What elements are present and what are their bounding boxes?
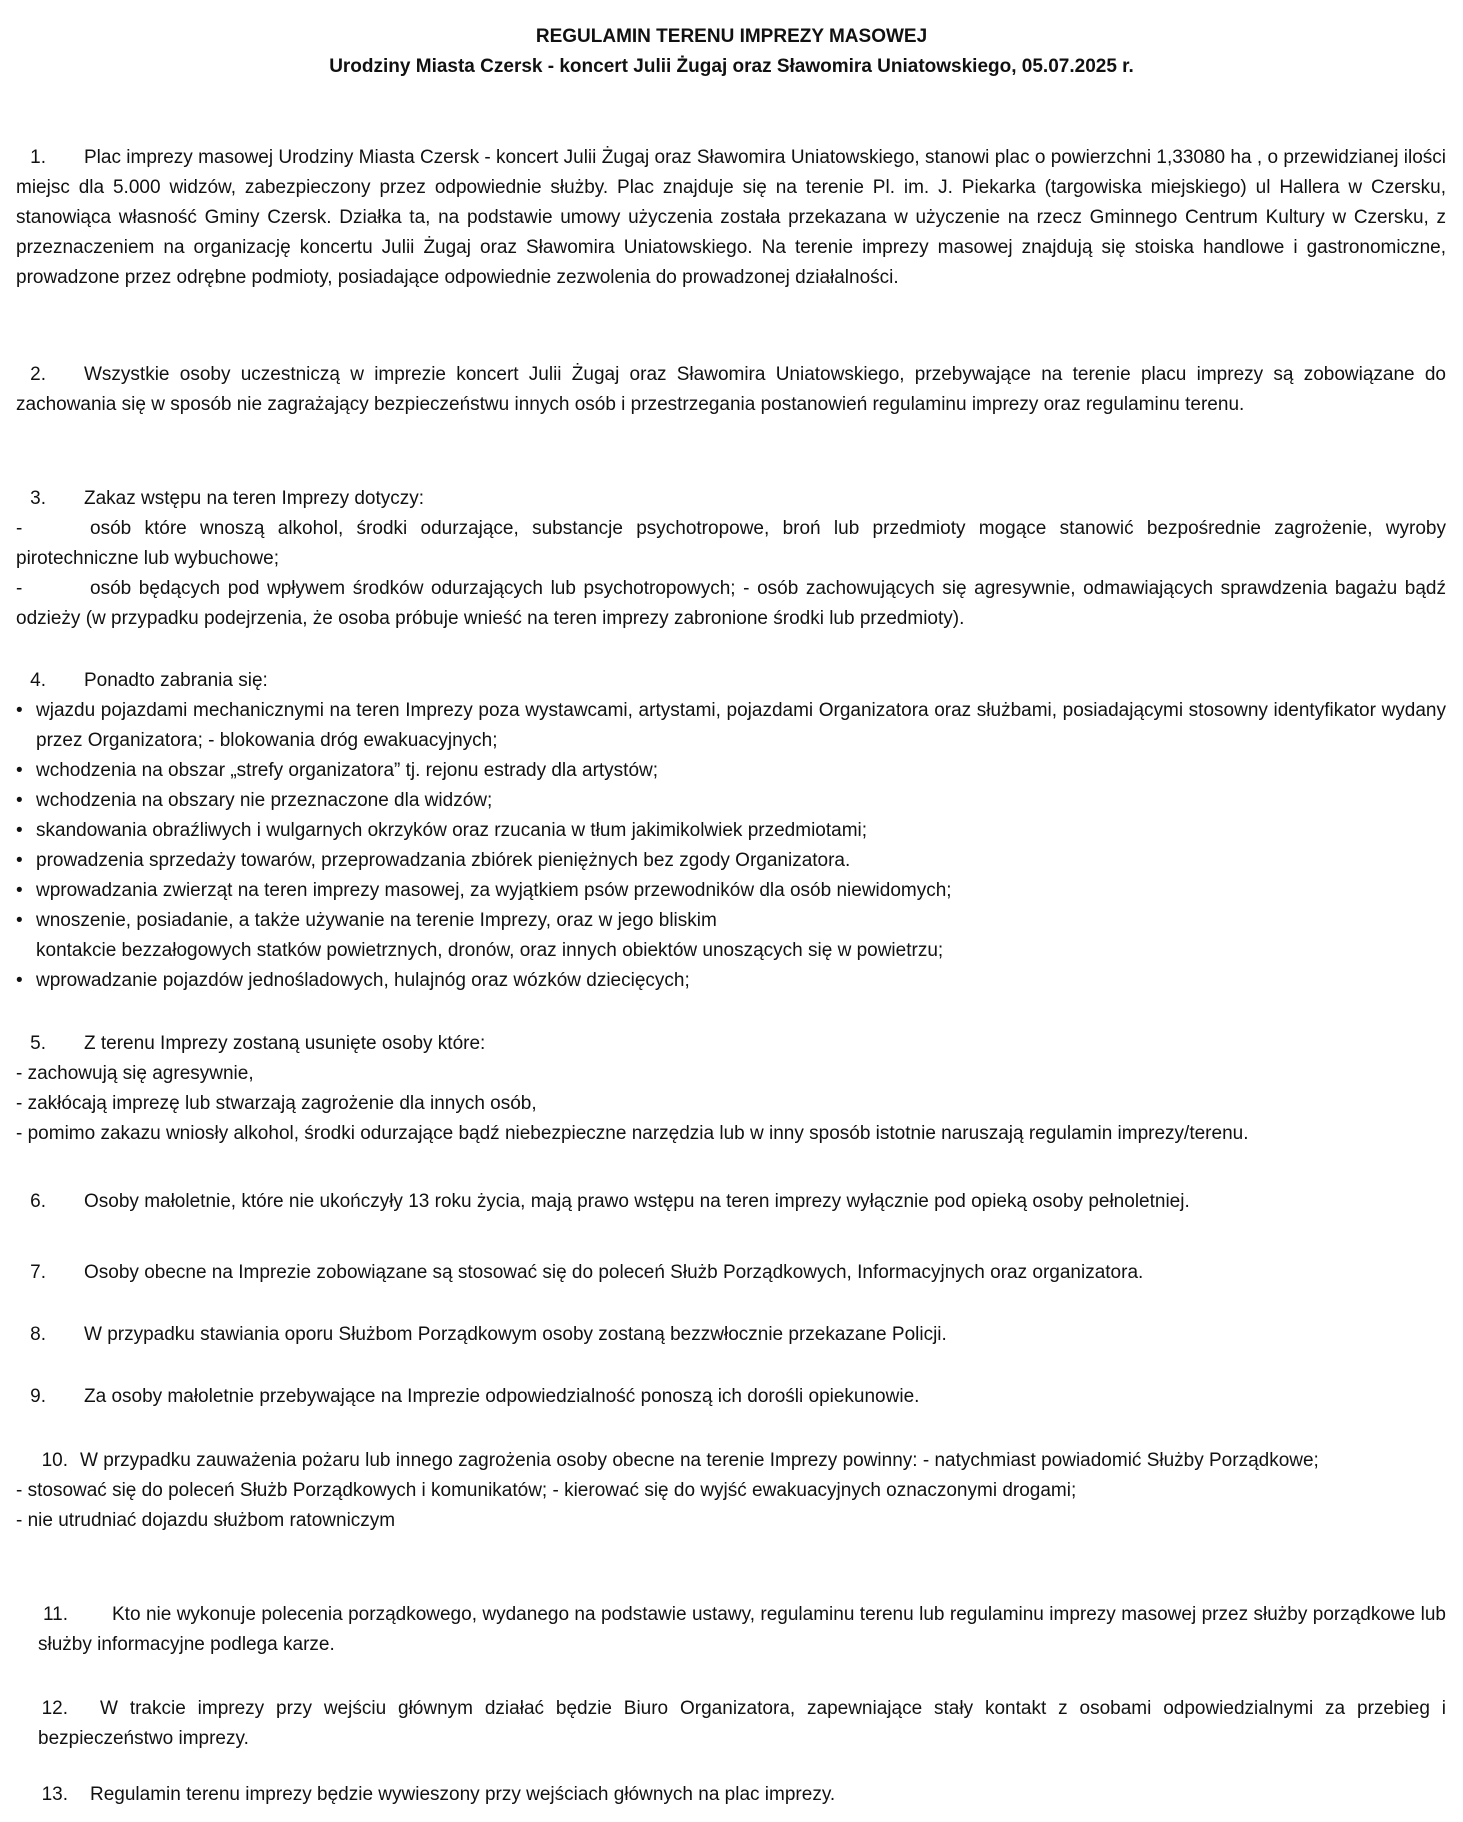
paragraph-number: 10. (41, 1450, 68, 1471)
paragraph-text: W przypadku stawiania oporu Służbom Porządkowym osoby zostaną bezzwłocznie przekazane Policji. (84, 1324, 947, 1345)
paragraph-heading: Z terenu Imprezy zostaną usunięte osoby które: (84, 1033, 486, 1054)
bullet-item: • wjazdu pojazdami mechanicznymi na teren Imprezy poza wystawcami, artystami, pojazdami Organizatora oraz służbami, posiadającymi stosowny identyfikator wydany przez Organizatora; - blokowania dróg ewakuacyjnych; (16, 696, 1446, 756)
paragraph-text: W trakcie imprezy przy wejściu głównym działać będzie Biuro Organizatora, zapewniające stały kontakt z osobami odpowiedzialnymi za przebieg i bezpieczeństwo imprezy. (38, 1698, 1446, 1749)
list-item: - osób które wnoszą alkohol, środki odurzające, substancje psychotropowe, broń lub przedmioty mogące stanowić bezpośrednie zagrożenie, wyroby pirotechniczne lub wybuchowe; (16, 518, 1446, 569)
paragraph-text: W przypadku zauważenia pożaru lub innego zagrożenia osoby obecne na terenie Imprezy powinny: - natychmiast powiadomić Służby Porządkowe; (80, 1450, 1319, 1471)
bullet-item: • wprowadzanie pojazdów jednośladowych, hulajnóg oraz wózków dziecięcych; (16, 966, 1446, 996)
list-item: - zakłócają imprezę lub stwarzają zagrożenie dla innych osób, (16, 1093, 537, 1114)
paragraph-11 (16, 1600, 1446, 1660)
paragraph-text: Osoby obecne na Imprezie zobowiązane są stosować się do poleceń Służb Porządkowych, Informacyjnych oraz organizatora. (84, 1262, 1144, 1283)
list-item: - stosować się do poleceń Służb Porządkowych i komunikatów; ‐ kierować się do wyjść ewakuacyjnych oznaczonymi drogami; (16, 1480, 1077, 1501)
paragraph-9 (16, 1382, 1446, 1412)
paragraph-number: 6. (30, 1191, 46, 1212)
paragraph-text: Kto nie wykonuje polecenia porządkowego, wydanego na podstawie ustawy, regulaminu terenu lub regulaminu imprezy masowej przez służby porządkowe lub służby informacyjne podlega karze. (38, 1604, 1446, 1655)
document-title: REGULAMIN TERENU IMPREZY MASOWEJ (535, 26, 928, 47)
paragraph-6 (16, 1187, 1446, 1217)
bullet-item: • prowadzenia sprzedaży towarów, przeprowadzania zbiórek pieniężnych bez zgody Organizatora. (16, 846, 1446, 876)
paragraph-text: Za osoby małoletnie przebywające na Imprezie odpowiedzialność ponoszą ich dorośli opiekunowie. (84, 1386, 920, 1407)
paragraph-5 (16, 1029, 1446, 1149)
bullet-item: • wprowadzania zwierząt na teren imprezy masowej, za wyjątkiem psów przewodników dla osób niewidomych; (16, 876, 1446, 906)
paragraph-4 (16, 666, 1446, 996)
paragraph-text: Osoby małoletnie, które nie ukończyły 13 roku życia, mają prawo wstępu na teren imprezy wyłącznie pod opieką osoby pełnoletniej. (84, 1191, 1190, 1212)
paragraph-text: Regulamin terenu imprezy będzie wywieszony przy wejściach głównych na plac imprezy. (90, 1784, 836, 1805)
paragraph-number: 12. (41, 1698, 68, 1719)
list-item: - osób będących pod wpływem środków odurzających lub psychotropowych; ‐ osób zachowujących się agresywnie, odmawiających sprawdzenia bagażu bądź odzieży (w przypadku podejrzenia, że osoba próbuje wnieść na teren imprezy zabronione środki lub przedmioty). (16, 578, 1446, 629)
paragraph-number: 3. (30, 488, 46, 509)
bullet-item: • wchodzenia na obszary nie przeznaczone dla widzów; (16, 786, 1446, 816)
paragraph-number: 2. (30, 364, 46, 385)
paragraph-2 (16, 360, 1446, 420)
list-item: - zachowują się agresywnie, (16, 1063, 254, 1084)
list-item: - nie utrudniać dojazdu służbom ratowniczym (16, 1510, 396, 1531)
paragraph-10 (16, 1446, 1446, 1536)
paragraph-8 (16, 1320, 1446, 1350)
paragraph-text: Wszystkie osoby uczestniczą w imprezie koncert Julii Żugaj oraz Sławomira Uniatowskiego, przebywające na terenie placu imprezy są zobowiązane do zachowania się w sposób nie zagrażający bezpieczeństwu innych osób i przestrzegania postanowień regulaminu imprezy oraz regulaminu terenu. (16, 364, 1446, 415)
paragraph-heading: Zakaz wstępu na teren Imprezy dotyczy: (84, 488, 425, 509)
paragraph-heading: Ponadto zabrania się: (84, 670, 268, 691)
document-subtitle: Urodziny Miasta Czersk - koncert Julii Żugaj oraz Sławomira Uniatowskiego, 05.07.2025 r. (329, 56, 1134, 77)
paragraph-13 (16, 1780, 1446, 1810)
paragraph-number: 13. (41, 1784, 68, 1805)
paragraph-7 (16, 1258, 1446, 1288)
bullet-item: • skandowania obraźliwych i wulgarnych okrzyków oraz rzucania w tłum jakimikolwiek przedmiotami; (16, 816, 1446, 846)
paragraph-12 (16, 1694, 1446, 1754)
paragraph-number: 8. (30, 1324, 46, 1345)
bullet-item: • wnoszenie, posiadanie, a także używanie na terenie Imprezy, oraz w jego bliskim (16, 906, 1446, 936)
list-item: - pomimo zakazu wniosły alkohol, środki odurzające bądź niebezpieczne narzędzia lub w inny sposób istotnie naruszają regulamin imprezy/terenu. (16, 1123, 1249, 1144)
paragraph-number: 4. (30, 670, 46, 691)
paragraph-number: 9. (30, 1386, 46, 1407)
paragraph-number: 5. (30, 1033, 46, 1054)
paragraph-1 (16, 143, 1446, 293)
paragraph-text: Plac imprezy masowej Urodziny Miasta Czersk - koncert Julii Żugaj oraz Sławomira Uniatowskiego, stanowi plac o powierzchni 1,33080 ha , o przewidzianej ilości miejsc dla 5.000 widzów, zabezpieczony przez odpowiednie służby. Plac znajduje się na terenie Pl. im. J. Piekarka (targowiska miejskiego) ul Hallera w Czersku, stanowiąca własność Gminy Czersk. Działka ta, na podstawie umowy użyczenia została przekazana w użyczenie na rzecz Gminnego Centrum Kultury w Czersku, z przeznaczeniem na organizację koncertu Julii Żugaj oraz Sławomira Uniatowskiego. Na terenie imprezy masowej znajdują się stoiska handlowe i gastronomiczne, prowadzone przez odrębne podmioty, posiadające odpowiednie zezwolenia do prowadzonej działalności. (16, 147, 1446, 288)
paragraph-3 (16, 484, 1446, 634)
paragraph-number: 11. (42, 1604, 68, 1625)
bullet-item: • wchodzenia na obszar „strefy organizatora” tj. rejonu estrady dla artystów; (16, 756, 1446, 786)
bullet-item-continuation: kontakcie bezzałogowych statków powietrznych, dronów, oraz innych obiektów unoszących się w powietrzu; (36, 940, 944, 961)
paragraph-number: 7. (30, 1262, 46, 1283)
paragraph-number: 1. (30, 147, 46, 168)
